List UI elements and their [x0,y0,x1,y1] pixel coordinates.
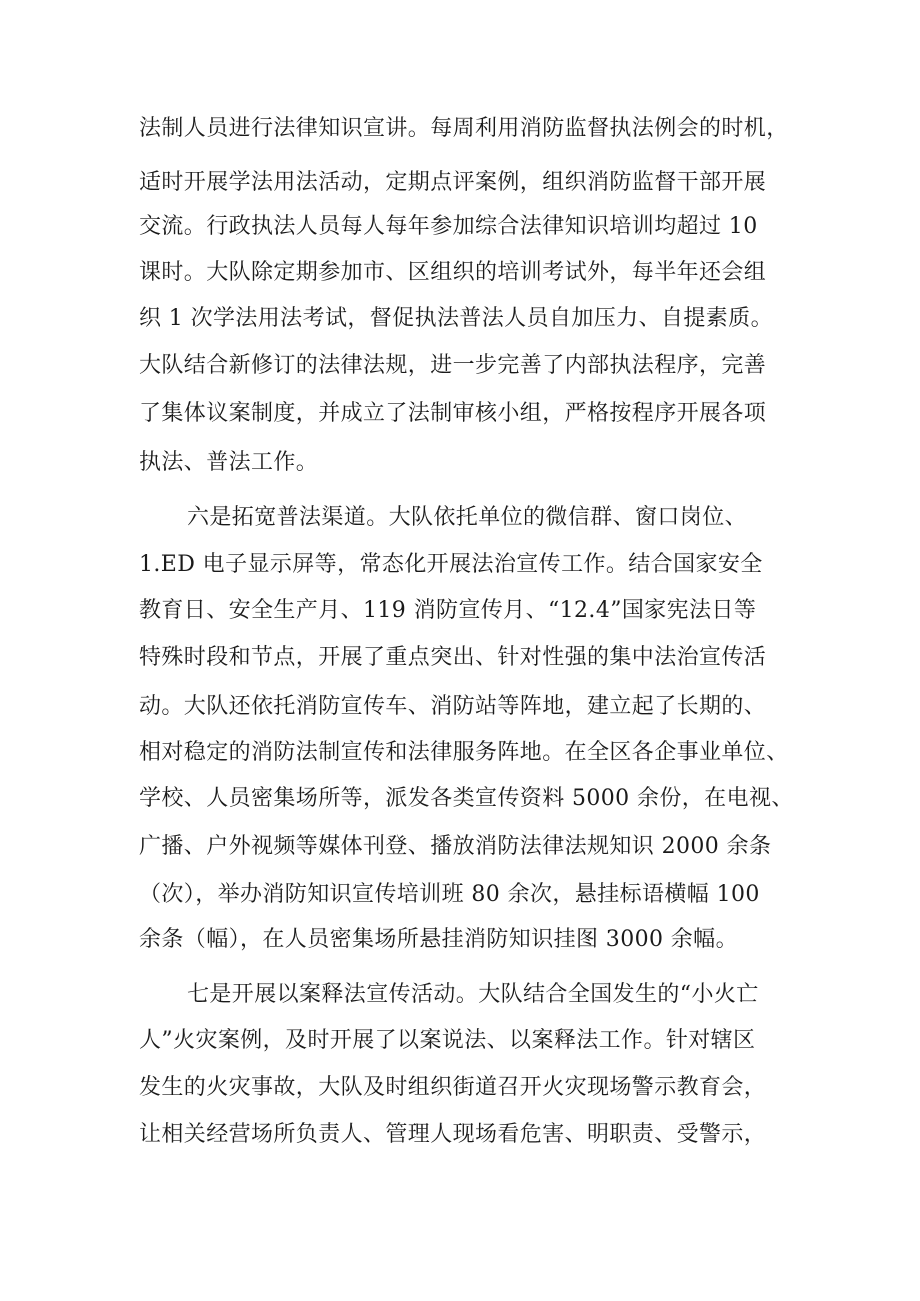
text-line: 法制人员进行法律知识宣讲。每周利用消防监督执法例会的时机， [139,116,789,141]
text-line: 学校、人员密集场所等，派发各类宣传资料 5000 余份，在电视、 [139,786,794,811]
text-line: （次），举办消防知识宣传培训班 80 余次，悬挂标语横幅 100 [139,882,760,907]
text-line: 织 1 次学法用法考试，督促执法普法人员自加压力、自提素质。 [139,306,773,331]
text-line: 让相关经营场所负责人、管理人现场看危害、明职责、受警示， [139,1122,767,1147]
text-line: 教育日、安全生产月、119 消防宣传月、“12.4”国家宪法日等 [139,598,757,623]
text-line: 动。大队还依托消防宣传车、消防站等阵地，建立起了长期的、 [139,694,767,719]
text-line: 余条（幅），在人员密集场所悬挂消防知识挂图 3000 余幅。 [139,927,738,952]
text-line: 广播、户外视频等媒体刊登、播放消防法律法规知识 2000 余条 [139,834,772,859]
paragraph-7-first-line: 七是开展以案释法宣传活动。大队结合全国发生的“小火亡 [187,982,759,1007]
text-line: 交流。行政执法人员每人每年参加综合法律知识培训均超过 10 [139,214,758,239]
text-line: 发生的火灾事故，大队及时组织街道召开火灾现场警示教育会， [139,1075,767,1100]
text-line: 大队结合新修订的法律法规，进一步完善了内部执法程序，完善 [139,353,767,378]
text-line: 特殊时段和节点，开展了重点突出、针对性强的集中法治宣传活 [139,645,767,670]
text-line: 适时开展学法用法活动，定期点评案例，组织消防监督干部开展 [139,170,767,195]
text-line: 相对稳定的消防法制宣传和法律服务阵地。在全区各企事业单位、 [139,740,789,765]
text-line: 1.ED 电子显示屏等，常态化开展法治宣传工作。结合国家安全 [139,552,763,577]
paragraph-6-first-line: 六是拓宽普法渠道。大队依托单位的微信群、窗口岗位、 [187,505,748,530]
text-line: 人”火灾案例，及时开展了以案说法、以案释法工作。针对辖区 [139,1028,756,1053]
text-line: 执法、普法工作。 [139,450,319,475]
text-line: 课时。大队除定期参加市、区组织的培训考试外，每半年还会组 [139,260,767,285]
text-line: 了集体议案制度，并成立了法制审核小组，严格按程序开展各项 [139,401,767,426]
